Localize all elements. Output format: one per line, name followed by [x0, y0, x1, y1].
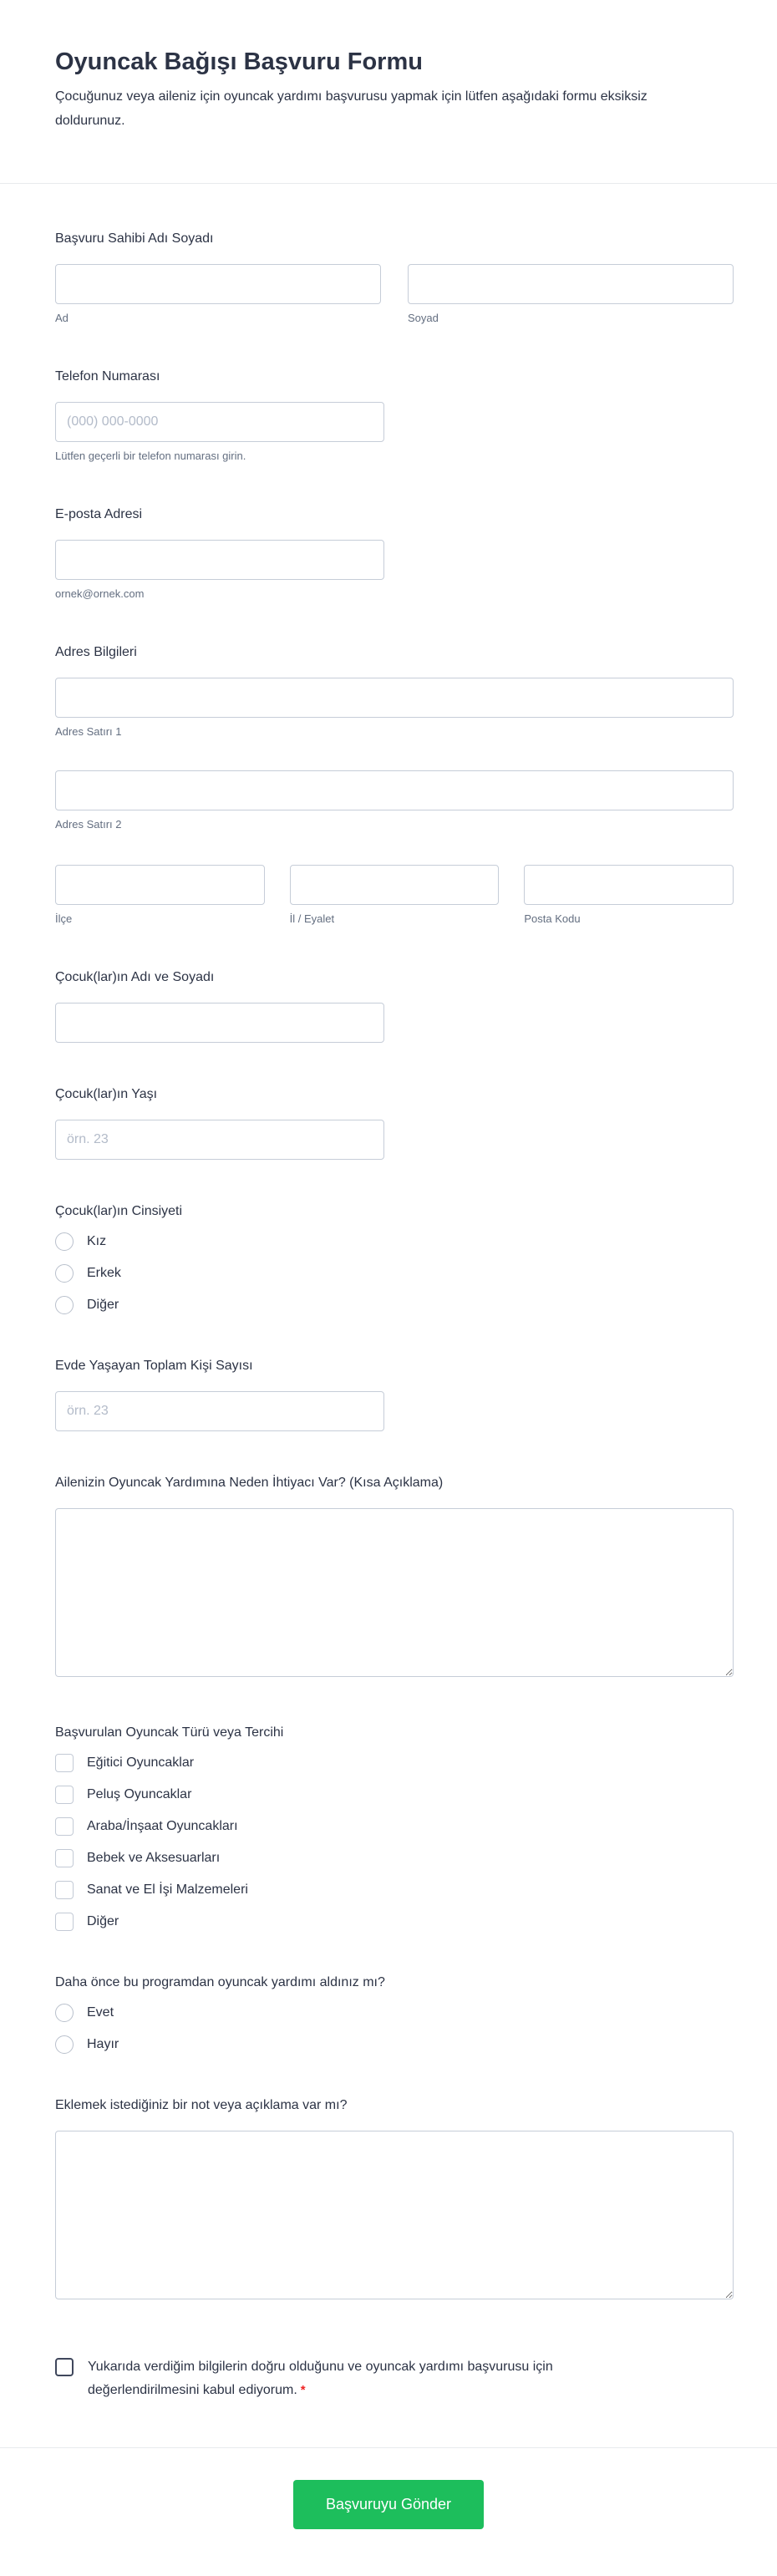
question-toy-preference [55, 1725, 734, 1931]
toy-option-diger[interactable] [55, 1913, 734, 1931]
toy-option-pelus-label: Peluş Oyuncaklar [87, 1787, 192, 1801]
previous-aid-hayir-label: Hayır [87, 2037, 119, 2051]
question-previous-aid [55, 1974, 734, 2054]
child-name-label: Çocuk(lar)ın Adı ve Soyadı [55, 970, 215, 984]
previous-aid-option-evet[interactable] [55, 2004, 734, 2022]
household-size-label: Evde Yaşayan Toplam Kişi Sayısı [55, 1359, 253, 1373]
address-line1-input[interactable] [55, 678, 734, 718]
toy-option-egitici-label: Eğitici Oyuncaklar [87, 1755, 195, 1770]
last-name-sublabel: Soyad [408, 312, 439, 324]
checkbox-icon[interactable] [55, 1786, 74, 1804]
question-child-gender [55, 1203, 734, 1314]
address-line1-sublabel: Adres Satırı 1 [55, 725, 122, 738]
previous-aid-option-hayir[interactable] [55, 2035, 734, 2054]
email-helper: ornek@ornek.com [55, 587, 145, 600]
question-child-name [55, 969, 734, 1043]
phone-helper: Lütfen geçerli bir telefon numarası girin. [55, 450, 246, 462]
child-age-label: Çocuk(lar)ın Yaşı [55, 1087, 158, 1101]
toy-option-bebek-label: Bebek ve Aksesuarları [87, 1851, 221, 1865]
email-input[interactable] [55, 540, 384, 580]
address-state-input[interactable] [290, 865, 500, 905]
address-city-input[interactable] [55, 865, 265, 905]
question-phone [55, 368, 734, 463]
address-state-sublabel: İl / Eyalet [289, 912, 335, 925]
toy-option-araba-insaat[interactable] [55, 1817, 734, 1836]
phone-label: Telefon Numarası [55, 369, 160, 384]
address-zip-input[interactable] [524, 865, 734, 905]
question-household-size [55, 1358, 734, 1431]
form-header [55, 0, 734, 183]
last-name-input[interactable] [408, 264, 734, 304]
gender-option-diger[interactable] [55, 1296, 734, 1314]
gender-option-diger-label: Diğer [87, 1298, 119, 1312]
submit-button[interactable]: Başvuruyu Gönder [293, 2480, 484, 2529]
address-line2-input[interactable] [55, 770, 734, 810]
reason-textarea[interactable] [55, 1508, 734, 1677]
toy-preference-label: Başvurulan Oyuncak Türü veya Tercihi [55, 1725, 284, 1740]
address-zip-sublabel: Posta Kodu [524, 912, 581, 925]
address-label: Adres Bilgileri [55, 645, 137, 659]
first-name-input[interactable] [55, 264, 381, 304]
form-title: Oyuncak Bağışı Başvuru Formu [55, 48, 423, 75]
form-subtitle: Çocuğunuz veya aileniz için oyuncak yardımı başvurusu yapmak için lütfen aşağıdaki formu eksiksiz doldurunuz. [55, 89, 648, 128]
child-name-input[interactable] [55, 1003, 384, 1043]
address-city-sublabel: İlçe [55, 912, 73, 925]
previous-aid-evet-label: Evet [87, 2005, 114, 2020]
notes-textarea[interactable] [55, 2131, 734, 2299]
first-name-sublabel: Ad [55, 312, 69, 324]
toy-option-egitici[interactable] [55, 1754, 734, 1772]
toy-option-bebek[interactable] [55, 1849, 734, 1867]
question-child-age [55, 1086, 734, 1160]
gender-option-kiz-label: Kız [87, 1234, 107, 1248]
previous-aid-label: Daha önce bu programdan oyuncak yardımı aldınız mı? [55, 1975, 385, 1989]
reason-label: Ailenizin Oyuncak Yardımına Neden İhtiyacı Var? (Kısa Açıklama) [55, 1476, 444, 1490]
question-notes [55, 2097, 734, 2304]
toy-option-sanat-label: Sanat ve El İşi Malzemeleri [87, 1882, 248, 1897]
notes-label: Eklemek istediğiniz bir not veya açıklama var mı? [55, 2098, 348, 2112]
applicant-name-label: Başvuru Sahibi Adı Soyadı [55, 231, 214, 246]
email-label: E-posta Adresi [55, 507, 143, 521]
submit-area [0, 2448, 777, 2571]
question-reason [55, 1475, 734, 1681]
consent-checkbox[interactable] [55, 2358, 74, 2376]
consent-field [55, 2355, 607, 2402]
checkbox-icon[interactable] [55, 1881, 74, 1899]
gender-option-kiz[interactable] [55, 1232, 734, 1251]
question-address [55, 644, 734, 926]
checkbox-icon[interactable] [55, 1817, 74, 1836]
radio-icon[interactable] [55, 1264, 74, 1283]
radio-icon[interactable] [55, 2035, 74, 2054]
toy-option-diger-label: Diğer [87, 1914, 119, 1928]
toy-option-araba-insaat-label: Araba/İnşaat Oyuncakları [87, 1819, 238, 1833]
required-asterisk: * [300, 2383, 306, 2397]
radio-icon[interactable] [55, 1232, 74, 1251]
gender-option-erkek-label: Erkek [87, 1266, 121, 1280]
question-email [55, 506, 734, 601]
consent-label: Yukarıda verdiğim bilgilerin doğru olduğunu ve oyuncak yardımı başvurusu için değerlendirilmesini kabul ediyorum. [88, 2360, 553, 2397]
checkbox-icon[interactable] [55, 1849, 74, 1867]
checkbox-icon[interactable] [55, 1913, 74, 1931]
question-applicant-name [55, 231, 734, 325]
radio-icon[interactable] [55, 1296, 74, 1314]
radio-icon[interactable] [55, 2004, 74, 2022]
toy-option-sanat[interactable] [55, 1881, 734, 1899]
child-age-input[interactable] [55, 1120, 384, 1160]
child-gender-label: Çocuk(lar)ın Cinsiyeti [55, 1204, 183, 1218]
phone-input[interactable] [55, 402, 384, 442]
household-size-input[interactable] [55, 1391, 384, 1431]
gender-option-erkek[interactable] [55, 1264, 734, 1283]
checkbox-icon[interactable] [55, 1754, 74, 1772]
address-line2-sublabel: Adres Satırı 2 [55, 818, 122, 831]
toy-option-pelus[interactable] [55, 1786, 734, 1804]
